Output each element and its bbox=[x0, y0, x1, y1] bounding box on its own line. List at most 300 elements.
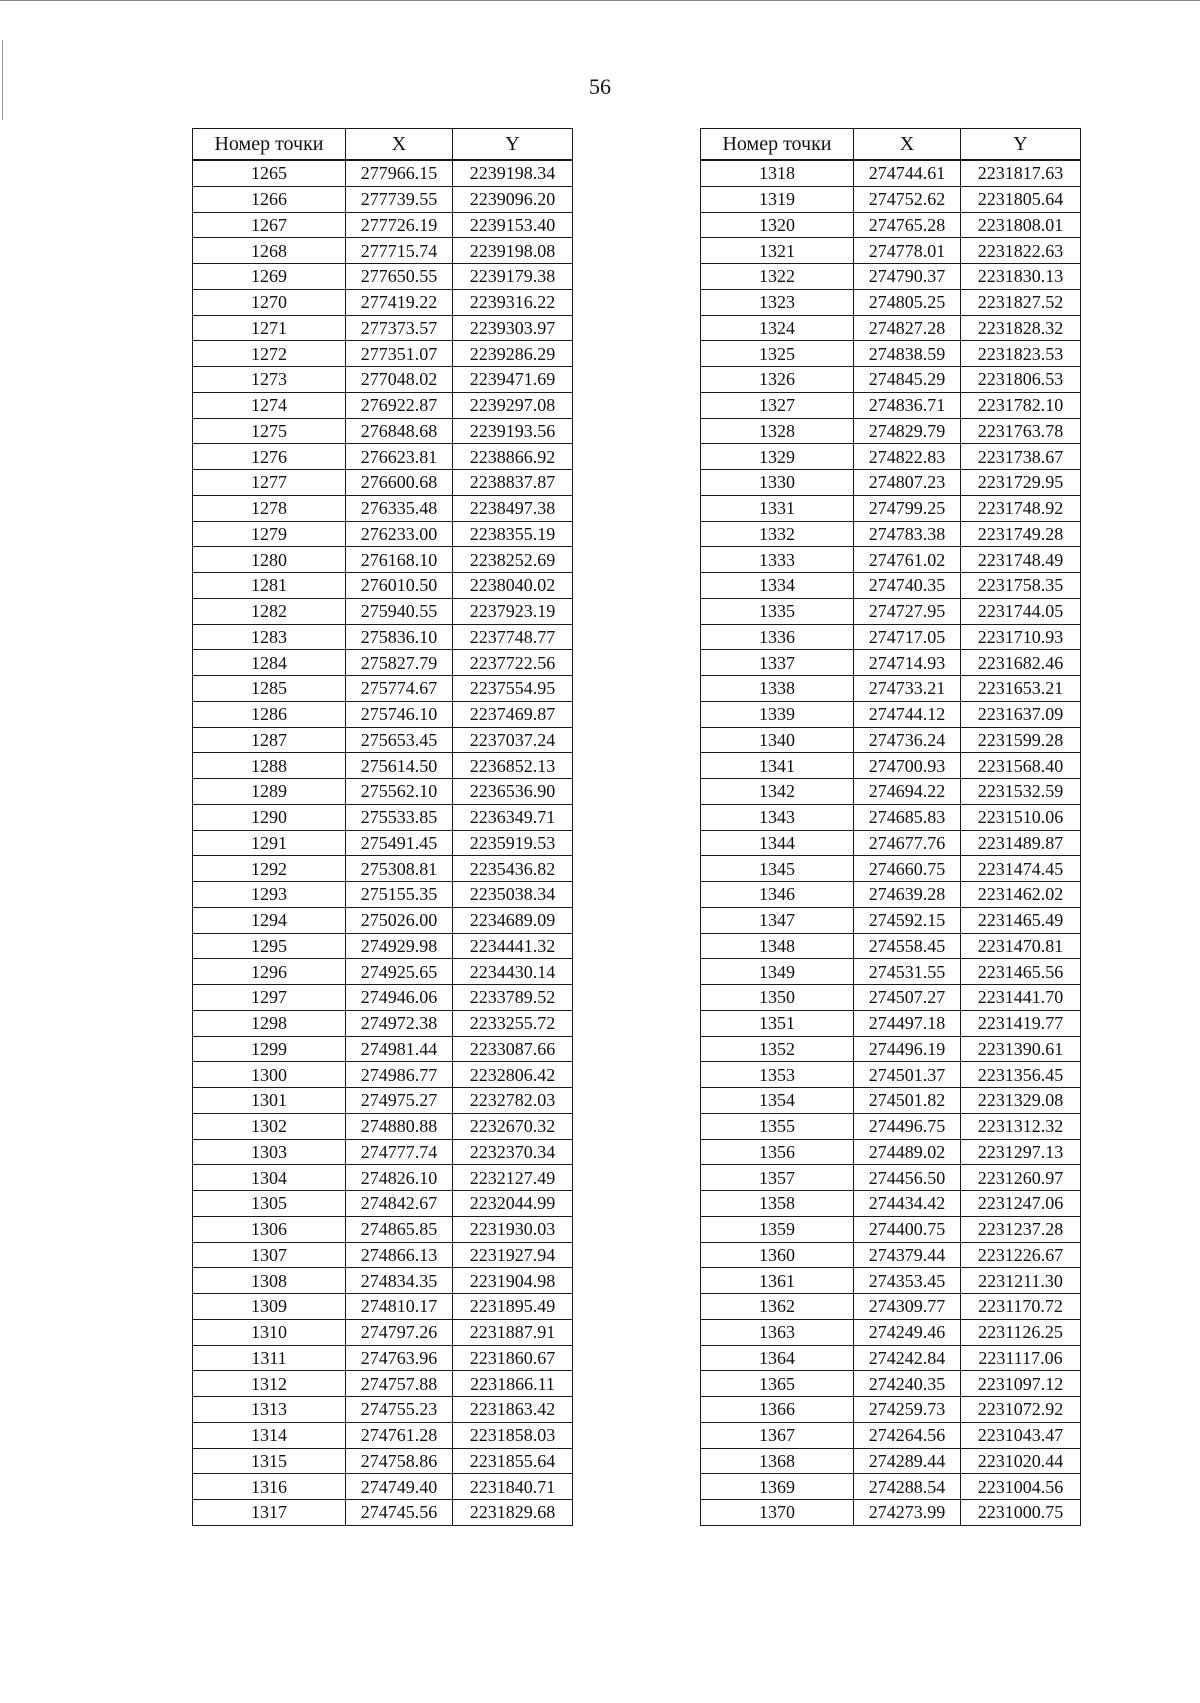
x-coordinate-cell: 276848.68 bbox=[346, 418, 453, 444]
y-coordinate-cell: 2231637.09 bbox=[961, 701, 1081, 727]
y-coordinate-cell: 2231170.72 bbox=[961, 1294, 1081, 1320]
point-number-cell: 1320 bbox=[701, 212, 854, 238]
x-coordinate-cell: 274836.71 bbox=[854, 392, 961, 418]
point-number-cell: 1345 bbox=[701, 856, 854, 882]
table-row bbox=[193, 315, 573, 341]
table-row bbox=[193, 470, 573, 496]
x-coordinate-cell: 274986.77 bbox=[346, 1062, 453, 1088]
table-row bbox=[193, 1500, 573, 1526]
table-row bbox=[701, 1500, 1081, 1526]
y-coordinate-cell: 2236536.90 bbox=[453, 779, 573, 805]
x-coordinate-cell: 274752.62 bbox=[854, 186, 961, 212]
table-row bbox=[701, 521, 1081, 547]
y-coordinate-cell: 2231020.44 bbox=[961, 1448, 1081, 1474]
y-coordinate-cell: 2231297.13 bbox=[961, 1139, 1081, 1165]
y-coordinate-cell: 2231927.94 bbox=[453, 1242, 573, 1268]
point-number-cell: 1367 bbox=[701, 1422, 854, 1448]
x-coordinate-cell: 276600.68 bbox=[346, 470, 453, 496]
point-number-cell: 1330 bbox=[701, 470, 854, 496]
point-number-cell: 1339 bbox=[701, 701, 854, 727]
y-coordinate-cell: 2231510.06 bbox=[961, 804, 1081, 830]
point-number-cell: 1276 bbox=[193, 444, 346, 470]
table-row bbox=[193, 1319, 573, 1345]
y-coordinate-cell: 2231904.98 bbox=[453, 1268, 573, 1294]
point-number-cell: 1266 bbox=[193, 186, 346, 212]
point-number-cell: 1290 bbox=[193, 804, 346, 830]
table-row bbox=[701, 367, 1081, 393]
table-row bbox=[701, 289, 1081, 315]
x-coordinate-cell: 274822.83 bbox=[854, 444, 961, 470]
table-row bbox=[701, 315, 1081, 341]
table-row bbox=[701, 1165, 1081, 1191]
point-number-cell: 1303 bbox=[193, 1139, 346, 1165]
y-coordinate-cell: 2231474.45 bbox=[961, 856, 1081, 882]
y-coordinate-cell: 2231895.49 bbox=[453, 1294, 573, 1320]
y-coordinate-cell: 2231858.03 bbox=[453, 1422, 573, 1448]
x-coordinate-cell: 274761.02 bbox=[854, 547, 961, 573]
table-row bbox=[193, 959, 573, 985]
x-coordinate-cell: 274289.44 bbox=[854, 1448, 961, 1474]
x-coordinate-cell: 274309.77 bbox=[854, 1294, 961, 1320]
y-coordinate-cell: 2231126.25 bbox=[961, 1319, 1081, 1345]
y-coordinate-cell: 2239303.97 bbox=[453, 315, 573, 341]
table-row bbox=[701, 1268, 1081, 1294]
table-row bbox=[701, 727, 1081, 753]
y-coordinate-cell: 2233087.66 bbox=[453, 1036, 573, 1062]
table-row bbox=[193, 1088, 573, 1114]
point-number-cell: 1270 bbox=[193, 289, 346, 315]
y-coordinate-cell: 2231441.70 bbox=[961, 985, 1081, 1011]
table-row bbox=[701, 186, 1081, 212]
point-number-cell: 1338 bbox=[701, 676, 854, 702]
point-number-cell: 1325 bbox=[701, 341, 854, 367]
table-row bbox=[701, 160, 1081, 186]
x-coordinate-cell: 274745.56 bbox=[346, 1500, 453, 1526]
y-coordinate-cell: 2231817.63 bbox=[961, 160, 1081, 186]
y-coordinate-cell: 2239198.34 bbox=[453, 160, 573, 186]
table-row bbox=[701, 547, 1081, 573]
point-number-cell: 1294 bbox=[193, 907, 346, 933]
y-coordinate-cell: 2231738.67 bbox=[961, 444, 1081, 470]
x-coordinate-cell: 274242.84 bbox=[854, 1345, 961, 1371]
x-coordinate-cell: 274677.76 bbox=[854, 830, 961, 856]
table-row bbox=[701, 907, 1081, 933]
table-row bbox=[193, 804, 573, 830]
table-row bbox=[701, 856, 1081, 882]
table-row bbox=[701, 753, 1081, 779]
table-row bbox=[193, 1165, 573, 1191]
point-number-cell: 1349 bbox=[701, 959, 854, 985]
y-coordinate-cell: 2231822.63 bbox=[961, 238, 1081, 264]
point-number-cell: 1310 bbox=[193, 1319, 346, 1345]
table-row bbox=[193, 1113, 573, 1139]
table-row bbox=[701, 1036, 1081, 1062]
y-coordinate-cell: 2231749.28 bbox=[961, 521, 1081, 547]
x-coordinate-cell: 275308.81 bbox=[346, 856, 453, 882]
point-number-cell: 1358 bbox=[701, 1191, 854, 1217]
point-number-cell: 1318 bbox=[701, 160, 854, 186]
table-row bbox=[701, 341, 1081, 367]
y-coordinate-cell: 2231117.06 bbox=[961, 1345, 1081, 1371]
x-coordinate-cell: 274827.28 bbox=[854, 315, 961, 341]
x-coordinate-cell: 274755.23 bbox=[346, 1397, 453, 1423]
table-row bbox=[193, 495, 573, 521]
y-coordinate-cell: 2231827.52 bbox=[961, 289, 1081, 315]
x-coordinate-cell: 276623.81 bbox=[346, 444, 453, 470]
x-coordinate-cell: 274975.27 bbox=[346, 1088, 453, 1114]
point-number-cell: 1292 bbox=[193, 856, 346, 882]
x-coordinate-cell: 274456.50 bbox=[854, 1165, 961, 1191]
x-coordinate-cell: 274829.79 bbox=[854, 418, 961, 444]
y-coordinate-cell: 2231744.05 bbox=[961, 598, 1081, 624]
table-row bbox=[193, 1139, 573, 1165]
table-row bbox=[193, 392, 573, 418]
point-number-cell: 1304 bbox=[193, 1165, 346, 1191]
y-coordinate-cell: 2232370.34 bbox=[453, 1139, 573, 1165]
table-row bbox=[193, 264, 573, 290]
y-coordinate-cell: 2239193.56 bbox=[453, 418, 573, 444]
x-coordinate-cell: 276233.00 bbox=[346, 521, 453, 547]
x-coordinate-cell: 274714.93 bbox=[854, 650, 961, 676]
point-number-cell: 1286 bbox=[193, 701, 346, 727]
y-coordinate-cell: 2231247.06 bbox=[961, 1191, 1081, 1217]
point-number-cell: 1369 bbox=[701, 1474, 854, 1500]
point-number-cell: 1309 bbox=[193, 1294, 346, 1320]
y-coordinate-cell: 2235919.53 bbox=[453, 830, 573, 856]
x-coordinate-cell: 276335.48 bbox=[346, 495, 453, 521]
point-number-cell: 1348 bbox=[701, 933, 854, 959]
table-row bbox=[701, 1062, 1081, 1088]
y-coordinate-cell: 2231682.46 bbox=[961, 650, 1081, 676]
x-coordinate-cell: 274685.83 bbox=[854, 804, 961, 830]
point-number-cell: 1282 bbox=[193, 598, 346, 624]
x-coordinate-cell: 275836.10 bbox=[346, 624, 453, 650]
point-number-cell: 1297 bbox=[193, 985, 346, 1011]
x-coordinate-cell: 274799.25 bbox=[854, 495, 961, 521]
table-row bbox=[701, 1422, 1081, 1448]
x-coordinate-cell: 275653.45 bbox=[346, 727, 453, 753]
y-coordinate-cell: 2237469.87 bbox=[453, 701, 573, 727]
point-number-cell: 1289 bbox=[193, 779, 346, 805]
y-coordinate-cell: 2233255.72 bbox=[453, 1010, 573, 1036]
x-coordinate-cell: 274842.67 bbox=[346, 1191, 453, 1217]
y-coordinate-cell: 2239153.40 bbox=[453, 212, 573, 238]
point-number-cell: 1281 bbox=[193, 573, 346, 599]
x-coordinate-cell: 274865.85 bbox=[346, 1216, 453, 1242]
y-coordinate-cell: 2231828.32 bbox=[961, 315, 1081, 341]
y-coordinate-cell: 2234430.14 bbox=[453, 959, 573, 985]
y-coordinate-cell: 2231748.92 bbox=[961, 495, 1081, 521]
point-number-cell: 1366 bbox=[701, 1397, 854, 1423]
x-coordinate-cell: 274758.86 bbox=[346, 1448, 453, 1474]
y-coordinate-cell: 2239198.08 bbox=[453, 238, 573, 264]
y-coordinate-cell: 2231829.68 bbox=[453, 1500, 573, 1526]
table-row bbox=[701, 1113, 1081, 1139]
y-coordinate-cell: 2231465.56 bbox=[961, 959, 1081, 985]
point-number-cell: 1340 bbox=[701, 727, 854, 753]
x-coordinate-cell: 274240.35 bbox=[854, 1371, 961, 1397]
y-coordinate-cell: 2231465.49 bbox=[961, 907, 1081, 933]
y-coordinate-cell: 2238252.69 bbox=[453, 547, 573, 573]
header-point-number: Номер точки bbox=[701, 129, 854, 161]
table-row bbox=[701, 264, 1081, 290]
point-number-cell: 1314 bbox=[193, 1422, 346, 1448]
table-row bbox=[193, 933, 573, 959]
point-number-cell: 1343 bbox=[701, 804, 854, 830]
point-number-cell: 1293 bbox=[193, 882, 346, 908]
x-coordinate-cell: 274434.42 bbox=[854, 1191, 961, 1217]
table-row bbox=[701, 1294, 1081, 1320]
table-row bbox=[701, 470, 1081, 496]
x-coordinate-cell: 277351.07 bbox=[346, 341, 453, 367]
table-row bbox=[193, 1010, 573, 1036]
table-row bbox=[701, 933, 1081, 959]
table-row bbox=[193, 367, 573, 393]
x-coordinate-cell: 274740.35 bbox=[854, 573, 961, 599]
page-number: 56 bbox=[589, 74, 611, 99]
y-coordinate-cell: 2231419.77 bbox=[961, 1010, 1081, 1036]
table-row bbox=[193, 882, 573, 908]
point-number-cell: 1334 bbox=[701, 573, 854, 599]
header-y: Y bbox=[453, 129, 573, 161]
y-coordinate-cell: 2231260.97 bbox=[961, 1165, 1081, 1191]
y-coordinate-cell: 2231729.95 bbox=[961, 470, 1081, 496]
y-coordinate-cell: 2231072.92 bbox=[961, 1397, 1081, 1423]
x-coordinate-cell: 274264.56 bbox=[854, 1422, 961, 1448]
table-row bbox=[193, 1345, 573, 1371]
table-row bbox=[193, 573, 573, 599]
table-row bbox=[193, 521, 573, 547]
point-number-cell: 1327 bbox=[701, 392, 854, 418]
x-coordinate-cell: 274501.82 bbox=[854, 1088, 961, 1114]
y-coordinate-cell: 2235038.34 bbox=[453, 882, 573, 908]
point-number-cell: 1285 bbox=[193, 676, 346, 702]
point-number-cell: 1298 bbox=[193, 1010, 346, 1036]
point-number-cell: 1326 bbox=[701, 367, 854, 393]
table-row bbox=[193, 547, 573, 573]
y-coordinate-cell: 2231863.42 bbox=[453, 1397, 573, 1423]
point-number-cell: 1353 bbox=[701, 1062, 854, 1088]
header-x: X bbox=[346, 129, 453, 161]
point-number-cell: 1321 bbox=[701, 238, 854, 264]
point-number-cell: 1274 bbox=[193, 392, 346, 418]
x-coordinate-cell: 274805.25 bbox=[854, 289, 961, 315]
table-row bbox=[193, 341, 573, 367]
point-number-cell: 1344 bbox=[701, 830, 854, 856]
x-coordinate-cell: 277715.74 bbox=[346, 238, 453, 264]
y-coordinate-cell: 2238497.38 bbox=[453, 495, 573, 521]
point-number-cell: 1364 bbox=[701, 1345, 854, 1371]
table-row bbox=[193, 624, 573, 650]
y-coordinate-cell: 2231806.53 bbox=[961, 367, 1081, 393]
table-row bbox=[193, 418, 573, 444]
point-number-cell: 1272 bbox=[193, 341, 346, 367]
point-number-cell: 1278 bbox=[193, 495, 346, 521]
header-y: Y bbox=[961, 129, 1081, 161]
table-row bbox=[701, 1448, 1081, 1474]
y-coordinate-cell: 2231808.01 bbox=[961, 212, 1081, 238]
y-coordinate-cell: 2231211.30 bbox=[961, 1268, 1081, 1294]
table-row bbox=[701, 598, 1081, 624]
y-coordinate-cell: 2232806.42 bbox=[453, 1062, 573, 1088]
x-coordinate-cell: 274558.45 bbox=[854, 933, 961, 959]
point-number-cell: 1357 bbox=[701, 1165, 854, 1191]
table-row bbox=[193, 1268, 573, 1294]
x-coordinate-cell: 274400.75 bbox=[854, 1216, 961, 1242]
table-row bbox=[701, 1191, 1081, 1217]
table-row bbox=[193, 160, 573, 186]
point-number-cell: 1308 bbox=[193, 1268, 346, 1294]
y-coordinate-cell: 2231568.40 bbox=[961, 753, 1081, 779]
table-row bbox=[193, 1371, 573, 1397]
y-coordinate-cell: 2231805.64 bbox=[961, 186, 1081, 212]
y-coordinate-cell: 2231226.67 bbox=[961, 1242, 1081, 1268]
point-number-cell: 1284 bbox=[193, 650, 346, 676]
y-coordinate-cell: 2231000.75 bbox=[961, 1500, 1081, 1526]
x-coordinate-cell: 274639.28 bbox=[854, 882, 961, 908]
x-coordinate-cell: 274249.46 bbox=[854, 1319, 961, 1345]
table-row bbox=[193, 1474, 573, 1500]
y-coordinate-cell: 2238837.87 bbox=[453, 470, 573, 496]
point-number-cell: 1319 bbox=[701, 186, 854, 212]
header-point-number: Номер точки bbox=[193, 129, 346, 161]
table-header-row bbox=[701, 129, 1081, 161]
x-coordinate-cell: 274972.38 bbox=[346, 1010, 453, 1036]
table-row bbox=[193, 186, 573, 212]
point-number-cell: 1362 bbox=[701, 1294, 854, 1320]
point-number-cell: 1267 bbox=[193, 212, 346, 238]
x-coordinate-cell: 277966.15 bbox=[346, 160, 453, 186]
x-coordinate-cell: 274379.44 bbox=[854, 1242, 961, 1268]
y-coordinate-cell: 2231356.45 bbox=[961, 1062, 1081, 1088]
point-number-cell: 1283 bbox=[193, 624, 346, 650]
y-coordinate-cell: 2232127.49 bbox=[453, 1165, 573, 1191]
table-row bbox=[701, 676, 1081, 702]
y-coordinate-cell: 2234441.32 bbox=[453, 933, 573, 959]
table-row bbox=[193, 727, 573, 753]
table-row bbox=[193, 289, 573, 315]
x-coordinate-cell: 274592.15 bbox=[854, 907, 961, 933]
table-row bbox=[193, 1448, 573, 1474]
x-coordinate-cell: 274353.45 bbox=[854, 1268, 961, 1294]
table-row bbox=[701, 985, 1081, 1011]
table-row bbox=[701, 1139, 1081, 1165]
y-coordinate-cell: 2231710.93 bbox=[961, 624, 1081, 650]
x-coordinate-cell: 274946.06 bbox=[346, 985, 453, 1011]
table-row bbox=[193, 1242, 573, 1268]
point-number-cell: 1275 bbox=[193, 418, 346, 444]
point-number-cell: 1277 bbox=[193, 470, 346, 496]
point-number-cell: 1342 bbox=[701, 779, 854, 805]
point-number-cell: 1331 bbox=[701, 495, 854, 521]
table-row bbox=[701, 830, 1081, 856]
table-row bbox=[701, 1371, 1081, 1397]
x-coordinate-cell: 275774.67 bbox=[346, 676, 453, 702]
y-coordinate-cell: 2232782.03 bbox=[453, 1088, 573, 1114]
point-number-cell: 1269 bbox=[193, 264, 346, 290]
point-number-cell: 1356 bbox=[701, 1139, 854, 1165]
table-row bbox=[193, 1062, 573, 1088]
x-coordinate-cell: 274807.23 bbox=[854, 470, 961, 496]
point-number-cell: 1313 bbox=[193, 1397, 346, 1423]
point-number-cell: 1288 bbox=[193, 753, 346, 779]
x-coordinate-cell: 274834.35 bbox=[346, 1268, 453, 1294]
point-number-cell: 1271 bbox=[193, 315, 346, 341]
table-row bbox=[701, 701, 1081, 727]
x-coordinate-cell: 274288.54 bbox=[854, 1474, 961, 1500]
table-row bbox=[193, 1216, 573, 1242]
point-number-cell: 1316 bbox=[193, 1474, 346, 1500]
table-row bbox=[701, 1216, 1081, 1242]
point-number-cell: 1305 bbox=[193, 1191, 346, 1217]
y-coordinate-cell: 2237037.24 bbox=[453, 727, 573, 753]
y-coordinate-cell: 2231763.78 bbox=[961, 418, 1081, 444]
x-coordinate-cell: 274694.22 bbox=[854, 779, 961, 805]
x-coordinate-cell: 274273.99 bbox=[854, 1500, 961, 1526]
point-number-cell: 1324 bbox=[701, 315, 854, 341]
x-coordinate-cell: 274981.44 bbox=[346, 1036, 453, 1062]
point-number-cell: 1350 bbox=[701, 985, 854, 1011]
table-row bbox=[701, 1474, 1081, 1500]
header-x: X bbox=[854, 129, 961, 161]
table-row bbox=[701, 212, 1081, 238]
table-row bbox=[701, 444, 1081, 470]
table-row bbox=[701, 650, 1081, 676]
table-row bbox=[701, 1010, 1081, 1036]
page-top-border bbox=[0, 0, 1200, 1]
x-coordinate-cell: 274497.18 bbox=[854, 1010, 961, 1036]
point-number-cell: 1322 bbox=[701, 264, 854, 290]
point-number-cell: 1299 bbox=[193, 1036, 346, 1062]
point-number-cell: 1312 bbox=[193, 1371, 346, 1397]
y-coordinate-cell: 2239297.08 bbox=[453, 392, 573, 418]
table-row bbox=[701, 1088, 1081, 1114]
point-number-cell: 1279 bbox=[193, 521, 346, 547]
x-coordinate-cell: 274489.02 bbox=[854, 1139, 961, 1165]
table-header-row bbox=[193, 129, 573, 161]
point-number-cell: 1361 bbox=[701, 1268, 854, 1294]
table-row bbox=[701, 495, 1081, 521]
table-row bbox=[701, 1345, 1081, 1371]
point-number-cell: 1370 bbox=[701, 1500, 854, 1526]
table-row bbox=[701, 238, 1081, 264]
x-coordinate-cell: 274259.73 bbox=[854, 1397, 961, 1423]
y-coordinate-cell: 2231470.81 bbox=[961, 933, 1081, 959]
table-row bbox=[193, 779, 573, 805]
y-coordinate-cell: 2239316.22 bbox=[453, 289, 573, 315]
x-coordinate-cell: 277373.57 bbox=[346, 315, 453, 341]
point-number-cell: 1300 bbox=[193, 1062, 346, 1088]
point-number-cell: 1336 bbox=[701, 624, 854, 650]
x-coordinate-cell: 277726.19 bbox=[346, 212, 453, 238]
x-coordinate-cell: 274496.75 bbox=[854, 1113, 961, 1139]
point-number-cell: 1329 bbox=[701, 444, 854, 470]
y-coordinate-cell: 2239179.38 bbox=[453, 264, 573, 290]
x-coordinate-cell: 274501.37 bbox=[854, 1062, 961, 1088]
x-coordinate-cell: 274736.24 bbox=[854, 727, 961, 753]
point-number-cell: 1351 bbox=[701, 1010, 854, 1036]
x-coordinate-cell: 274797.26 bbox=[346, 1319, 453, 1345]
x-coordinate-cell: 274717.05 bbox=[854, 624, 961, 650]
point-number-cell: 1302 bbox=[193, 1113, 346, 1139]
x-coordinate-cell: 275614.50 bbox=[346, 753, 453, 779]
table-row bbox=[193, 1422, 573, 1448]
point-number-cell: 1317 bbox=[193, 1500, 346, 1526]
x-coordinate-cell: 277419.22 bbox=[346, 289, 453, 315]
y-coordinate-cell: 2231855.64 bbox=[453, 1448, 573, 1474]
point-number-cell: 1311 bbox=[193, 1345, 346, 1371]
x-coordinate-cell: 274845.29 bbox=[854, 367, 961, 393]
